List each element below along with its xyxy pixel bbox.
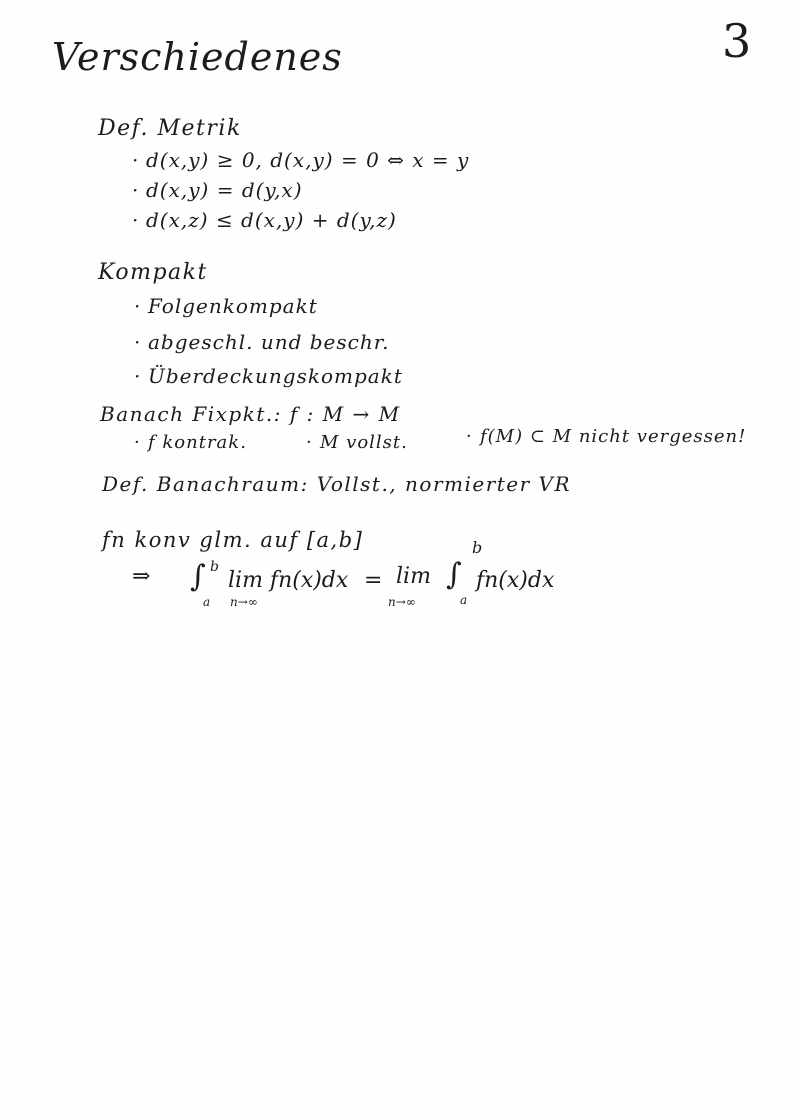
limit-left-subscript: n→∞ [230, 595, 258, 609]
page-number: 3 [722, 14, 752, 68]
banach-fixpunkt-heading: Banach Fixpkt.: f : M → M [100, 402, 401, 426]
kompakt-heading: Kompakt [98, 260, 208, 285]
integral-right: ∫ [446, 557, 462, 592]
banach-condition-text: f(M) ⊂ M nicht vergessen! [480, 426, 747, 447]
limit-left-expression: lim fn(x)dx [228, 568, 349, 593]
integral-left-lower: a [203, 595, 211, 609]
metrik-item: · d(x,z) ≤ d(x,y) + d(y,z) [132, 208, 397, 232]
metrik-item: · d(x,y) = d(y,x) [132, 178, 303, 202]
kompakt-item: · abgeschl. und beschr. [134, 330, 390, 354]
limit-right-subscript: n→∞ [388, 595, 416, 609]
banachraum-definition: Def. Banachraum: Vollst., normierter VR [102, 472, 572, 496]
kompakt-item: · Überdeckungskompakt [134, 364, 403, 388]
banach-condition-text: f kontrak. [148, 432, 247, 453]
integral-left: ∫ [190, 559, 206, 594]
integral-right-lower: a [460, 593, 468, 607]
metrik-item-text: d(x,y) = d(y,x) [146, 178, 303, 202]
limit-right: lim [396, 564, 431, 589]
metrik-item-text: d(x,y) ≥ 0, d(x,y) = 0 ⇔ x = y [146, 148, 470, 172]
page-title: Verschiedenes [52, 35, 343, 79]
implies-symbol: ⇒ [132, 564, 151, 589]
equals-sign: = [364, 568, 383, 593]
metrik-item-text: d(x,z) ≤ d(x,y) + d(y,z) [146, 208, 397, 232]
konvergenz-line: fn konv glm. auf [a,b] [102, 528, 364, 552]
kompakt-item: · Folgenkompakt [134, 294, 318, 318]
kompakt-item-text: Überdeckungskompakt [148, 364, 403, 388]
banach-condition-text: M vollst. [320, 432, 408, 453]
kompakt-item-text: abgeschl. und beschr. [148, 330, 390, 354]
metrik-item: · d(x,y) ≥ 0, d(x,y) = 0 ⇔ x = y [132, 148, 470, 172]
kompakt-item-text: Folgenkompakt [148, 294, 318, 318]
integral-left-upper: b [210, 559, 219, 575]
metrik-heading: Def. Metrik [98, 116, 242, 141]
integral-right-upper: b [472, 538, 483, 557]
integrand-right: fn(x)dx [476, 568, 555, 593]
banach-condition: · f(M) ⊂ M nicht vergessen! [466, 426, 747, 447]
banach-condition: · M vollst. [306, 432, 408, 453]
banach-condition: · f kontrak. [134, 432, 247, 453]
